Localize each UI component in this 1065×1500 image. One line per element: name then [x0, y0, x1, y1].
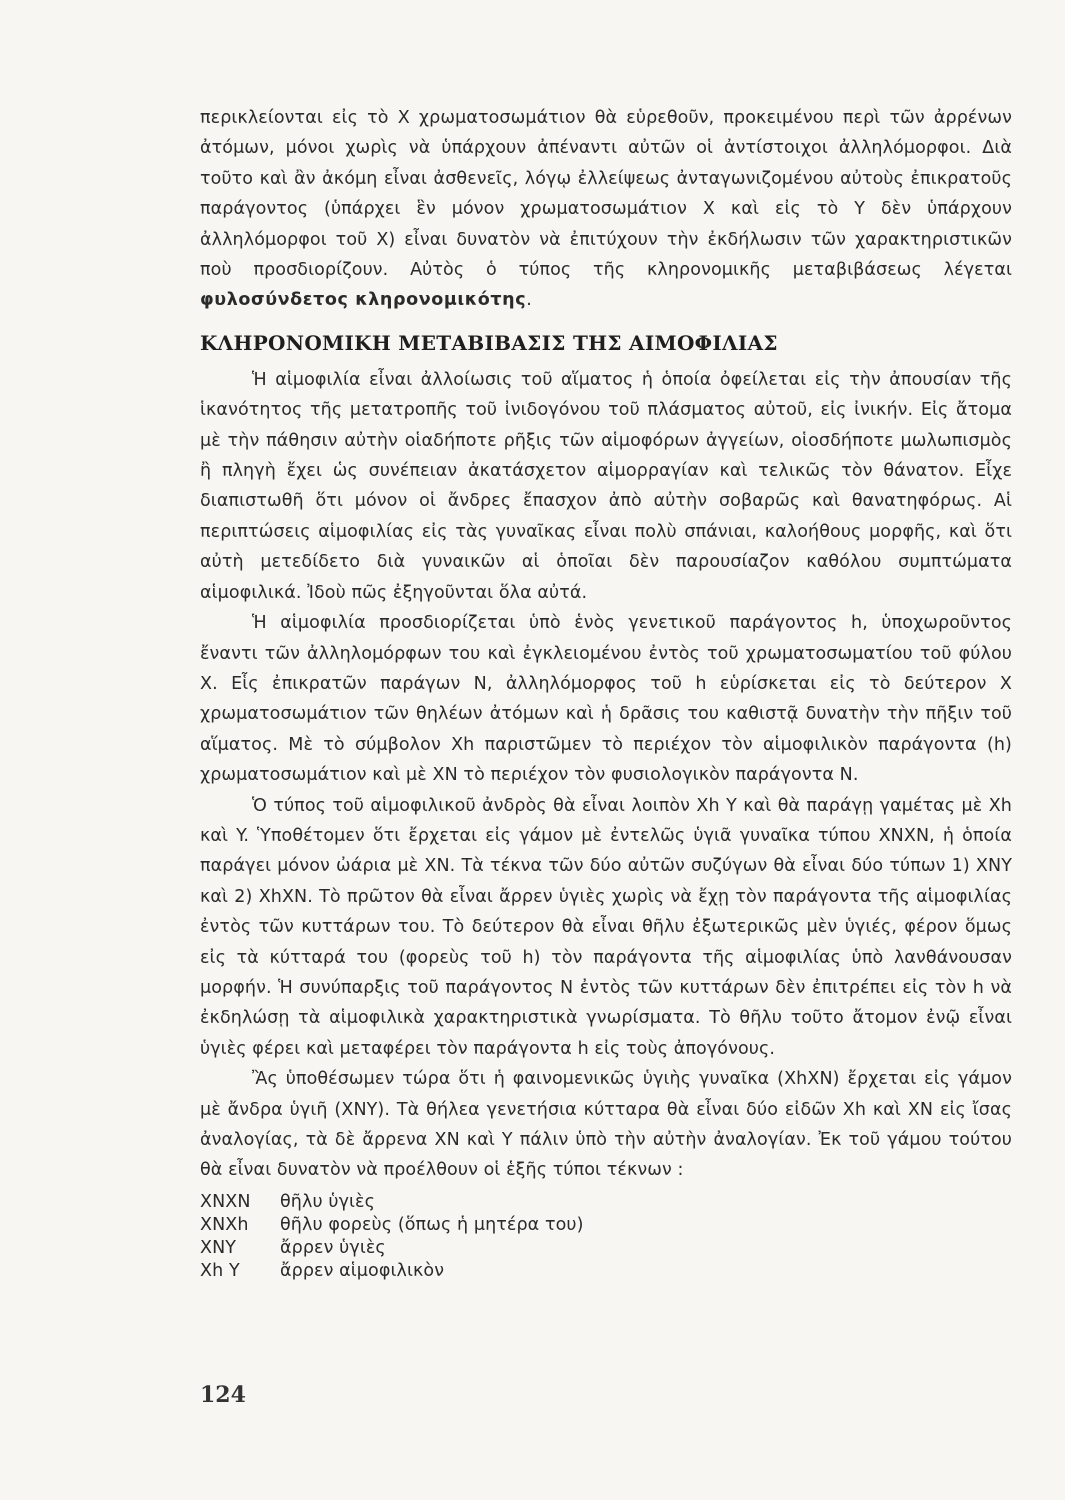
genotype-row	[200, 1237, 1012, 1260]
genotype-row	[200, 1214, 1012, 1237]
paragraph-3: Ἡ αἱμοφιλία προσδιορίζεται ὑπὸ ἑνὸς γενετικοῦ παράγοντος h, ὑποχωροῦντος ἔναντι τῶν ἀλληλομόρφων του καὶ ἐγκλειομένου ἐντὸς τοῦ χρωματοσωματίου τοῦ φύλου X. Εἷς ἐπικρατῶν παράγων N, ἀλληλόμορφος τοῦ h εὑρίσκεται εἰς τὸ δεύτερον X χρωματοσωμάτιον τῶν θηλέων ἀτόμων καὶ ἡ δρᾶσις του καθιστᾷ δυνατὴν τὴν πῆξιν τοῦ αἵματος. Μὲ τὸ σύμβολον Xh παριστῶμεν τὸ περιέχον τὸν αἱμοφιλικὸν παράγοντα (h) χρωματοσωμάτιον καὶ μὲ XN τὸ περιέχον τὸν φυσιολογικὸν παράγοντα N.	[200, 613, 1012, 786]
genotype-description: ἄρρεν αἱμοφιλικὸν	[280, 1260, 445, 1281]
paragraph-1	[200, 103, 1012, 316]
genotype-code: Xh Y	[200, 1260, 240, 1281]
genotype-list	[200, 1191, 1012, 1283]
paragraph-1-text: περικλείονται εἰς τὸ X χρωματοσωμάτιον θὰ εὑρεθοῦν, προκειμένου περὶ τῶν ἀρρένων ἀτόμων, μόνοι χωρὶς νὰ ὑπάρχουν ἀπέναντι αὐτῶν οἱ ἀντίστοιχοι ἀλληλόμορφοι. Διὰ τοῦτο καὶ ἂν ἀκόμη εἶναι ἀσθενεῖς, λόγῳ ἐλλείψεως ἀνταγωνιζομένου αὐτοὺς ἐπικρατοῦς παράγοντος (ὑπάρχει ἓν μόνον χρωματοσωμάτιον X καὶ εἰς τὸ Y δὲν ὑπάρχουν ἀλληλόμορφοι τοῦ X) εἶναι δυνατὸν νὰ ἐπιτύχουν τὴν ἐκδήλωσιν τῶν χαρακτηριστικῶν ποὺ προσδιορίζουν. Αὐτὸς ὁ τύπος τῆς κληρονομικῆς μεταβιβάσεως λέγεται	[200, 108, 1012, 281]
paragraph-2: Ἡ αἱμοφιλία εἶναι ἀλλοίωσις τοῦ αἵματος ἡ ὁποία ὀφείλεται εἰς τὴν ἀπουσίαν τῆς ἱκανότητος τῆς μετατροπῆς τοῦ ἰνιδογόνου τοῦ πλάσματος αὐτοῦ, εἰς ἰνικήν. Εἰς ἄτομα μὲ τὴν πάθησιν αὐτὴν οἱαδήποτε ρῆξις τῶν αἱμοφόρων ἀγγείων, οἱοσδήποτε μωλωπισμὸς ἢ πληγὴ ἔχει ὡς συνέπειαν ἀκατάσχετον αἱμορραγίαν καὶ τελικῶς τὸν θάνατον. Εἶχε διαπιστωθῆ ὅτι μόνον οἱ ἄνδρες ἔπασχον ἀπὸ αὐτὴν σοβαρῶς καὶ θανατηφόρως. Αἱ περιπτώσεις αἱμοφιλίας εἰς τὰς γυναῖκας εἶναι πολὺ σπάνιαι, καλοήθους μορφῆς, καὶ ὅτι αὐτὴ μετεδίδετο διὰ γυναικῶν αἱ ὁποῖαι δὲν παρουσίαζον καθόλου συμπτώματα αἱμοφιλικά. Ἰδοὺ πῶς ἐξηγοῦνται ὅλα αὐτά.	[200, 369, 1012, 603]
page-number: 124	[200, 1382, 246, 1408]
genotype-code: XNXh	[200, 1214, 249, 1235]
genotype-description: ἄρρεν ὑγιὲς	[280, 1237, 386, 1258]
genotype-row	[200, 1191, 1012, 1214]
paragraph-4: Ὁ τύπος τοῦ αἱμοφιλικοῦ ἀνδρὸς θὰ εἶναι λοιπὸν Xh Y καὶ θὰ παράγῃ γαμέτας μὲ Xh καὶ Y. Ὑποθέτομεν ὅτι ἔρχεται εἰς γάμον μὲ ἐντελῶς ὑγιᾶ γυναῖκα τύπου XNXN, ἡ ὁποία παράγει μόνον ὠάρια μὲ XN. Τὰ τέκνα τῶν δύο αὐτῶν συζύγων θὰ εἶναι δύο τύπων 1) XNY καὶ 2) XhXN. Τὸ πρῶτον θὰ εἶναι ἄρρεν ὑγιὲς χωρὶς νὰ ἔχῃ τὸν παράγοντα τῆς αἱμοφιλίας ἐντὸς τῶν κυττάρων του. Τὸ δεύτερον θὰ εἶναι θῆλυ ἐξωτερικῶς μὲν ὑγιές, φέρον ὅμως εἰς τὰ κύτταρά του (φορεὺς τοῦ h) τὸν παράγοντα τῆς αἱμοφιλίας ὑπὸ λανθάνουσαν μορφήν. Ἡ συνύπαρξις τοῦ παράγοντος N ἐντὸς τῶν κυττάρων δὲν ἐπιτρέπει εἰς τὸν h νὰ ἐκδηλώσῃ τὰ αἱμοφιλικὰ χαρακτηριστικὰ γνωρίσματα. Τὸ θῆλυ τοῦτο ἄτομον ἐνῷ εἶναι ὑγιὲς φέρει καὶ μεταφέρει τὸν παράγοντα h εἰς τοὺς ἀπογόνους.	[200, 795, 1012, 1059]
genotype-description: θῆλυ ὑγιὲς	[280, 1191, 375, 1212]
genotype-row	[200, 1260, 1012, 1283]
genotype-code: XNY	[200, 1237, 237, 1258]
genotype-description: θῆλυ φορεὺς (ὅπως ἡ μητέρα του)	[280, 1214, 584, 1235]
section-heading: ΚΛΗΡΟΝΟΜΙΚΗ ΜΕΤΑΒΙΒΑΣΙΣ ΤΗΣ ΑΙΜΟΦΙΛΙΑΣ	[200, 330, 778, 355]
paragraph-1-end: .	[526, 290, 532, 311]
paragraph-5: Ἂς ὑποθέσωμεν τώρα ὅτι ἡ φαινομενικῶς ὑγιὴς γυναῖκα (XhXN) ἔρχεται εἰς γάμον μὲ ἄνδρα ὑγιῆ (XNY). Τὰ θήλεα γενετήσια κύτταρα θὰ εἶναι δύο εἰδῶν Xh καὶ XN εἰς ἴσας ἀναλογίας, τὰ δὲ ἄρρενα XN καὶ Y πάλιν ὑπὸ τὴν αὐτὴν ἀναλογίαν. Ἐκ τοῦ γάμου τούτου θὰ εἶναι δυνατὸν νὰ προέλθουν οἱ ἑξῆς τύποι τέκνων :	[200, 1069, 1012, 1181]
key-term: φυλοσύνδετος κληρονομικότης	[200, 290, 527, 311]
genotype-code: XNXN	[200, 1191, 251, 1212]
body-text	[200, 103, 1012, 1283]
